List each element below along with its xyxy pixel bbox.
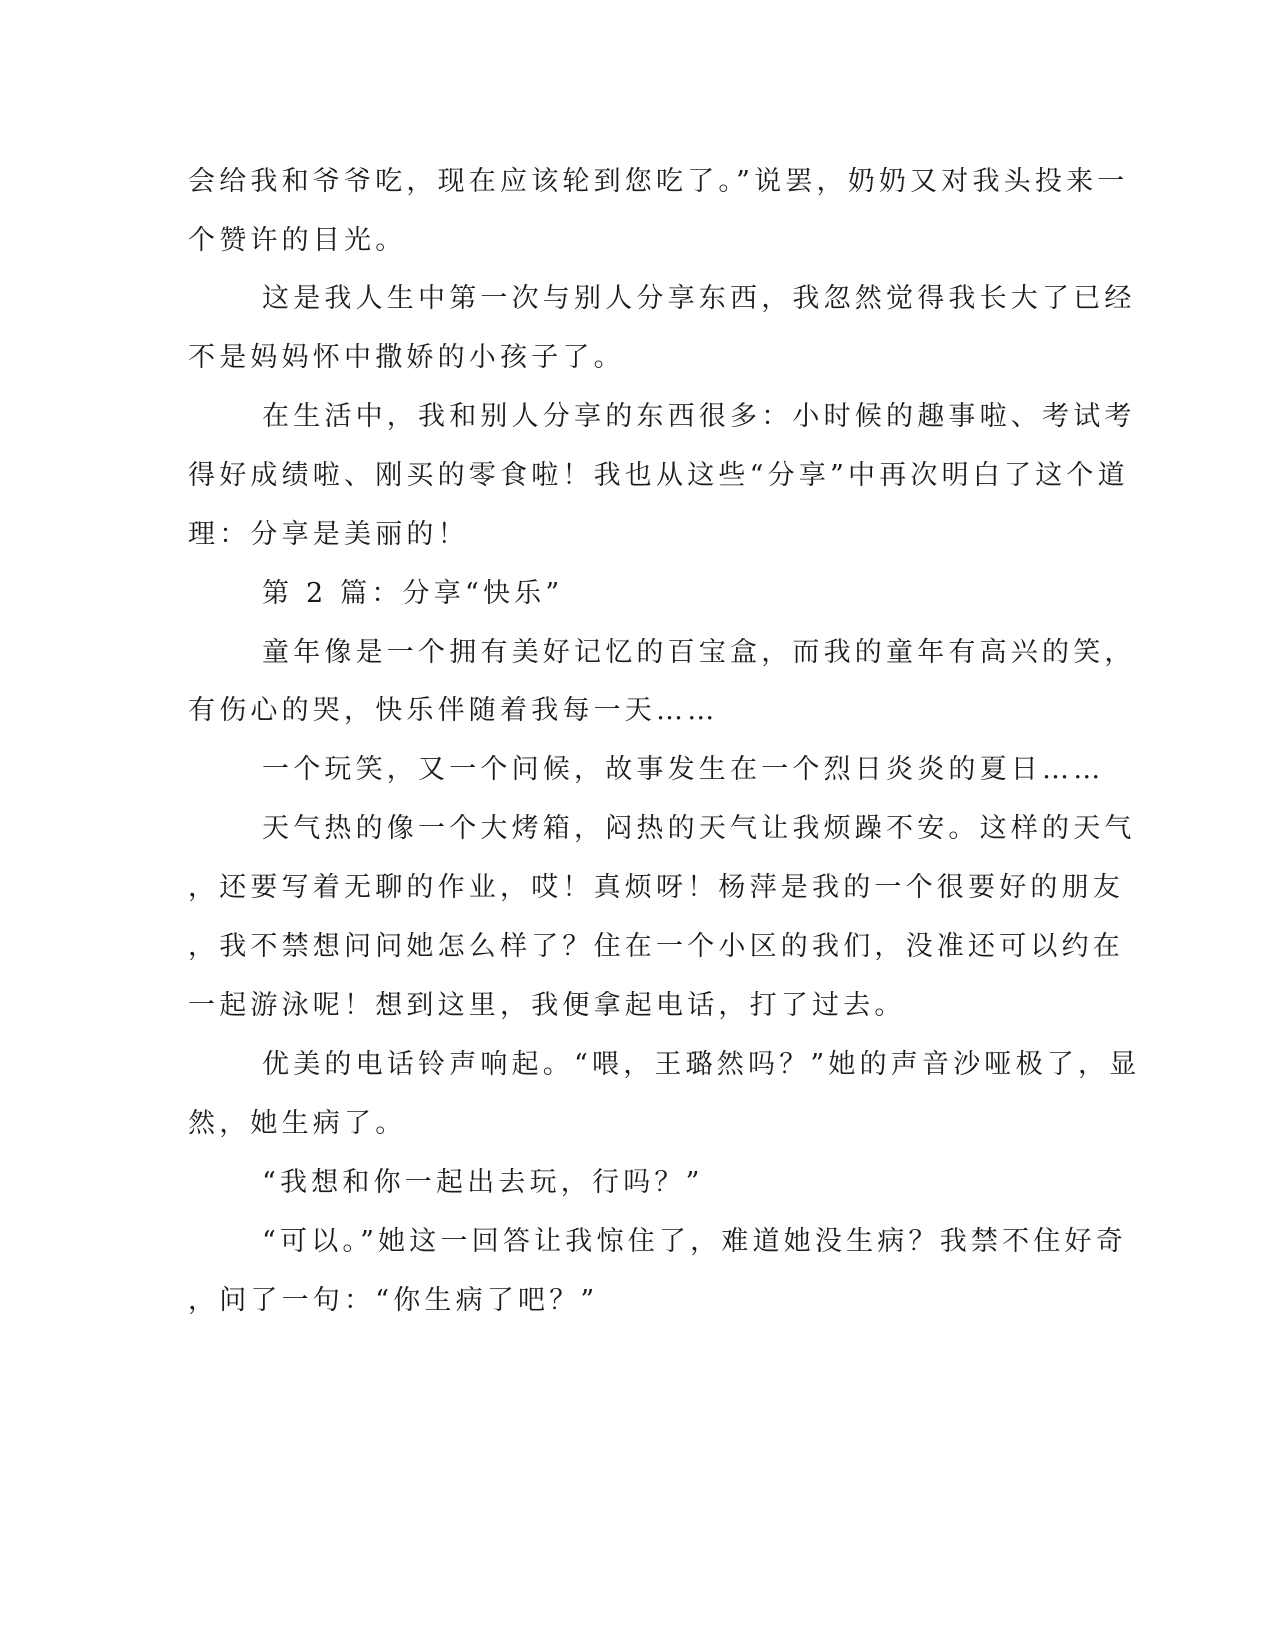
text-line: 天气热的像一个大烤箱，闷热的天气让我烦躁不安。这样的天气 <box>262 813 1136 844</box>
text-line: 理：分享是美丽的！ <box>188 519 469 550</box>
text-line: 个赞许的目光。 <box>188 225 407 256</box>
text-line: 在生活中，我和别人分享的东西很多：小时候的趣事啦、考试考 <box>262 401 1136 432</box>
text-line: ，还要写着无聊的作业，哎！真烦呀！杨萍是我的一个很要好的朋友 <box>188 872 1124 903</box>
text-line: 不是妈妈怀中撒娇的小孩子了。 <box>188 342 625 373</box>
text-line: 一个玩笑，又一个问候，故事发生在一个烈日炎炎的夏日…… <box>262 754 1105 785</box>
text-line: 有伤心的哭，快乐伴随着我每一天…… <box>188 695 719 726</box>
text-line: ，问了一句：“你生病了吧？” <box>188 1285 599 1316</box>
text-line: “可以。”她这一回答让我惊住了，难道她没生病？我禁不住好奇 <box>262 1226 1127 1257</box>
text-line: 这是我人生中第一次与别人分享东西，我忽然觉得我长大了已经 <box>262 283 1136 314</box>
text-line: 然，她生病了。 <box>188 1108 407 1139</box>
text-line: “我想和你一起出去玩，行吗？” <box>262 1167 704 1198</box>
text-line: 得好成绩啦、刚买的零食啦！我也从这些“分享”中再次明白了这个道 <box>188 460 1129 491</box>
text-line: 一起游泳呢！想到这里，我便拿起电话，打了过去。 <box>188 990 906 1021</box>
text-line: 优美的电话铃声响起。“喂，王璐然吗？”她的声音沙哑极了，显 <box>262 1049 1141 1080</box>
text-line: 会给我和爷爷吃，现在应该轮到您吃了。”说罢，奶奶又对我头投来一 <box>188 166 1129 197</box>
section-heading: 第 2 篇：分享“快乐” <box>262 578 564 609</box>
text-line: 童年像是一个拥有美好记忆的百宝盒，而我的童年有高兴的笑， <box>262 637 1136 668</box>
text-line: ，我不禁想问问她怎么样了？住在一个小区的我们，没准还可以约在 <box>188 931 1124 962</box>
